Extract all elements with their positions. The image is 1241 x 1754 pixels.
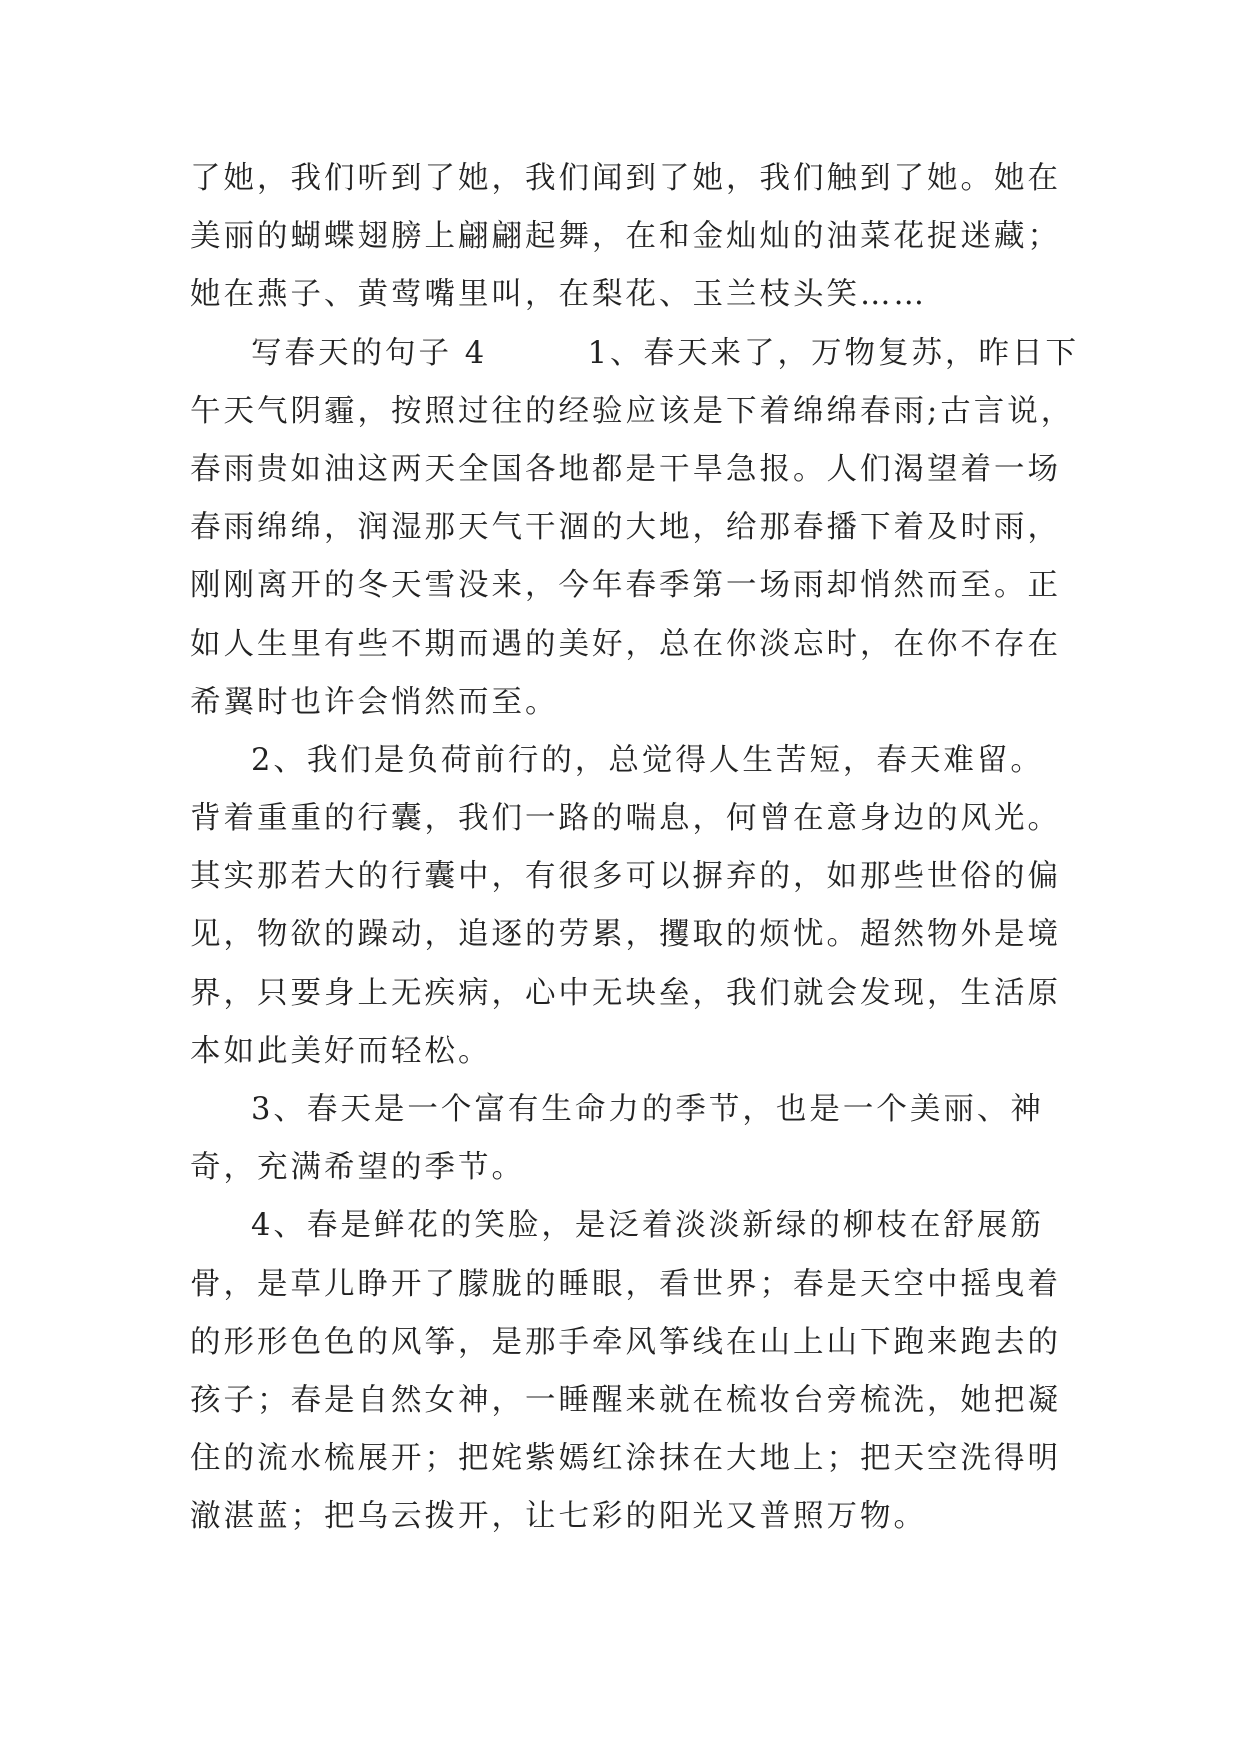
text-line: 住的流水梳展开；把姹紫嫣红涂抹在大地上；把天空洗得明 [190,1441,1061,1477]
text-line: 刚刚离开的冬天雪没来，今年春季第一场雨却悄然而至。正 [190,568,1061,604]
text-line: 的形形色色的风筝，是那手牵风筝线在山上山下跑来跑去的 [190,1324,1061,1360]
text-line: 孩子；春是自然女神，一睡醒来就在梳妆台旁梳洗，她把凝 [190,1382,1061,1418]
text-line: 午天气阴霾，按照过往的经验应该是下着绵绵春雨;古言说， [190,393,1075,429]
text-line: 背着重重的行囊，我们一路的喘息，何曾在意身边的风光。 [190,801,1061,837]
text-line: 3、春天是一个富有生命力的季节，也是一个美丽、神 [251,1092,1044,1127]
text-line: 见，物欲的躁动，追逐的劳累，攫取的烦忧。超然物外是境 [190,917,1061,953]
text-line: 骨，是草儿睁开了朦胧的睡眼，看世界；春是天空中摇曳着 [190,1266,1061,1302]
text-line: 本如此美好而轻松。 [190,1033,492,1069]
text-line: 其实那若大的行囊中，有很多可以摒弃的，如那些世俗的偏 [190,859,1061,895]
text-line: 春雨贵如油这两天全国各地都是干旱急报。人们渴望着一场 [190,451,1061,487]
text-line: 写春天的句子 4 1、春天来了，万物复苏，昨日下 [251,335,1080,371]
text-line: 希翼时也许会悄然而至。 [190,684,559,720]
text-line: 如人生里有些不期而遇的美好，总在你淡忘时，在你不存在 [190,626,1061,662]
text-line: 了她，我们听到了她，我们闻到了她，我们触到了她。她在 [190,161,1061,196]
text-line: 春雨绵绵，润湿那天气干涸的大地，给那春播下着及时雨， [190,510,1061,546]
document-body [190,150,1080,1547]
text-line: 2、我们是负荷前行的，总觉得人生苦短，春天难留。 [251,742,1044,778]
text-line: 美丽的蝴蝶翅膀上翩翩起舞，在和金灿灿的油菜花捉迷藏； [190,219,1061,255]
text-line: 奇，充满希望的季节。 [190,1150,525,1186]
text-line: 界，只要身上无疾病，心中无块垒，我们就会发现，生活原 [190,975,1061,1011]
text-line: 4、春是鲜花的笑脸，是泛着淡淡新绿的柳枝在舒展筋 [251,1208,1044,1244]
text-line: 她在燕子、黄莺嘴里叫，在梨花、玉兰枝头笑…… [190,277,927,313]
text-line: 澈湛蓝；把乌云拨开，让七彩的阳光又普照万物。 [190,1499,927,1535]
